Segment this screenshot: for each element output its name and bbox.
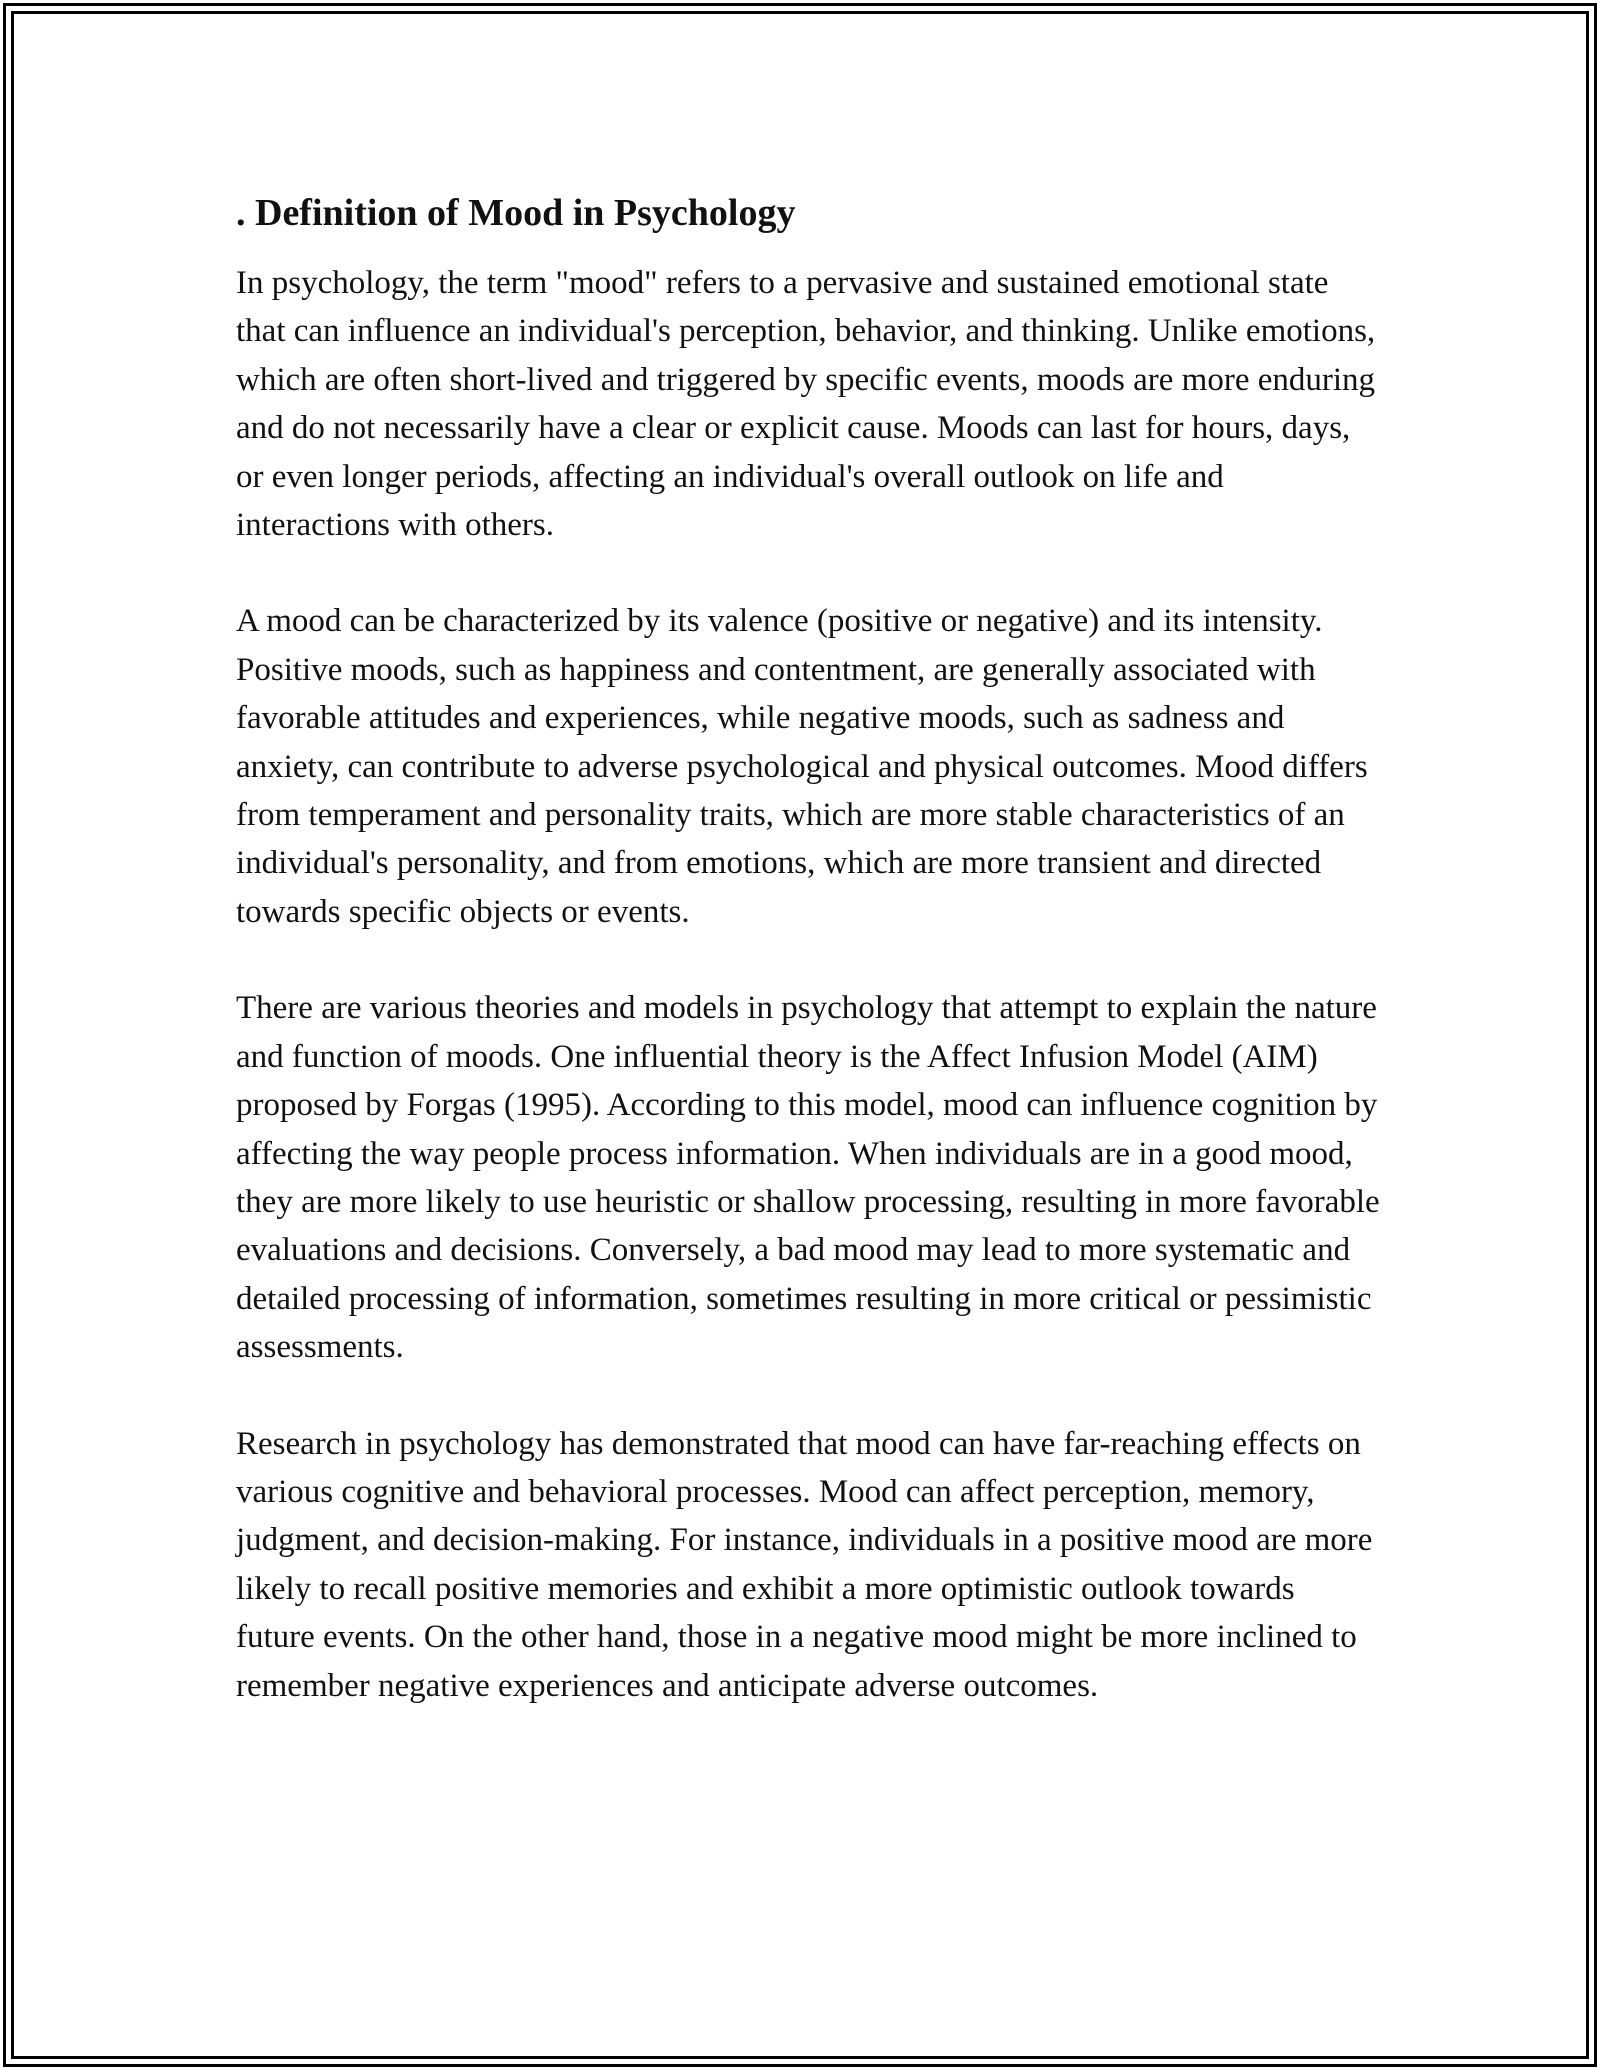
document-body — [236, 185, 1381, 1758]
paragraph: A mood can be characterized by its valence (positive or negative) and its intensity. Positive moods, such as happiness and contentment, are generally associated with favorable attitudes and experiences, while negative moods, such as sadness and anxiety, can contribute to adverse psychological and physical outcomes. Mood differs from temperament and personality traits, which are more stable characteristics of an individual's personality, and from emotions, which are more transient and directed towards specific objects or events. — [236, 603, 1368, 930]
section-heading: . Definition of Mood in Psychology — [236, 192, 796, 234]
paragraph: In psychology, the term "mood" refers to a pervasive and sustained emotional state that can influence an individual's perception, behavior, and thinking. Unlike emotions, which are often short-lived and triggered by specific events, moods are more enduring and do not necessarily have a clear or explicit cause. Moods can last for hours, days, or even longer periods, affecting an individual's overall outlook on life and interactions with others. — [236, 265, 1376, 544]
paragraph: There are various theories and models in psychology that attempt to explain the nature and function of moods. One influential theory is the Affect Infusion Model (AIM) proposed by Forgas (1995). According to this model, mood can influence cognition by affecting the way people process information. When individuals are in a good mood, they are more likely to use heuristic or shallow processing, resulting in more favorable evaluations and decisions. Conversely, a bad mood may lead to more systematic and detailed processing of information, sometimes resulting in more critical or pessimistic assessments. — [236, 990, 1380, 1366]
paragraph: Research in psychology has demonstrated that mood can have far-reaching effects on various cognitive and behavioral processes. Mood can affect perception, memory, judgment, and decision-making. For instance, individuals in a positive mood are more likely to recall positive memories and exhibit a more optimistic outlook towards future events. On the other hand, those in a negative mood might be more inclined to remember negative experiences and anticipate adverse outcomes. — [236, 1425, 1373, 1704]
